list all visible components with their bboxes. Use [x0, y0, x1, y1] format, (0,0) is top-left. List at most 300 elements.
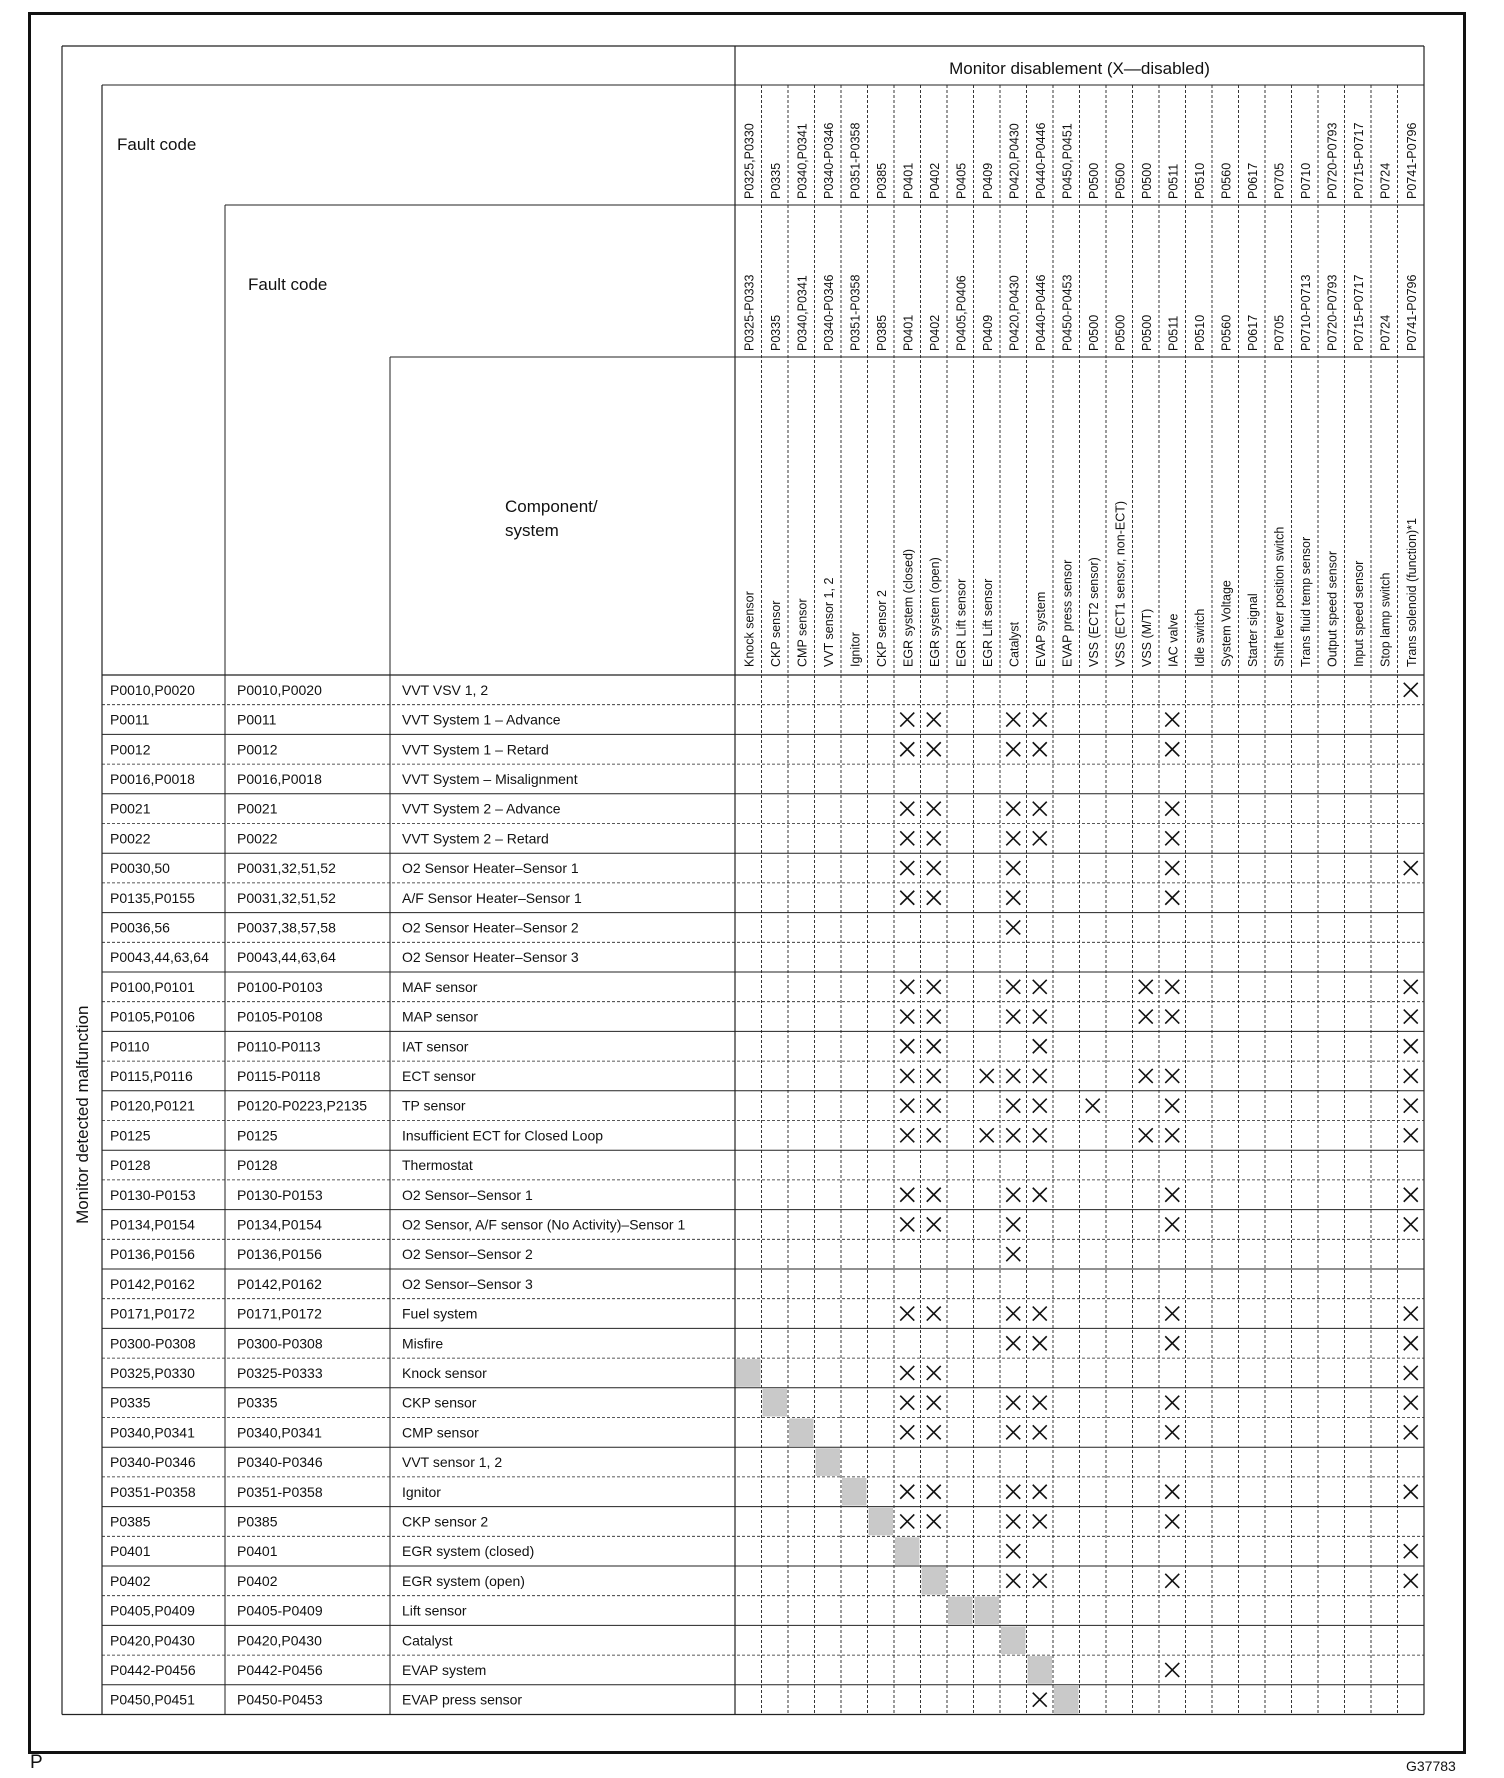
- disabled-x-mark: [1033, 831, 1047, 845]
- row-component: MAF sensor: [402, 978, 478, 995]
- disabled-x-mark: [1033, 1336, 1047, 1350]
- row-fault-code: P0351-P0358: [110, 1483, 196, 1500]
- disabled-x-mark: [927, 1069, 941, 1083]
- disabled-x-mark: [927, 1099, 941, 1113]
- disabled-x-mark: [1006, 1307, 1020, 1321]
- row-component: CMP sensor: [402, 1424, 479, 1441]
- column-code: P0450,P0451: [1060, 123, 1075, 199]
- row-fault-code: P0340,P0341: [110, 1424, 195, 1441]
- disabled-x-mark: [1165, 1010, 1179, 1024]
- row-fault-code: P0171,P0172: [110, 1305, 195, 1322]
- disabled-x-mark: [1165, 1663, 1179, 1677]
- disabled-x-mark: [1404, 1396, 1418, 1410]
- disabled-x-mark: [1165, 1307, 1179, 1321]
- row-sub-code: P0031,32,51,52: [237, 860, 336, 877]
- row-sub-code: P0385: [237, 1513, 278, 1530]
- disabled-x-mark: [927, 1307, 941, 1321]
- column-sub-code: P0440-P0446: [1033, 274, 1048, 351]
- column-component: VSS (ECT2 sensor): [1086, 557, 1101, 667]
- corner-letter: P: [30, 1752, 43, 1773]
- row-fault-code: P0120,P0121: [110, 1097, 195, 1114]
- disabled-x-mark: [927, 1514, 941, 1528]
- column-sub-code: P0510: [1192, 314, 1207, 351]
- shaded-cell: [869, 1508, 894, 1536]
- disabled-x-mark: [1165, 1514, 1179, 1528]
- shaded-cell: [948, 1597, 973, 1625]
- row-sub-code: P0134,P0154: [237, 1216, 322, 1233]
- column-sub-code: P0511: [1166, 315, 1181, 351]
- column-component: System Voltage: [1219, 580, 1234, 667]
- row-fault-code: P0325,P0330: [110, 1364, 195, 1381]
- row-component: O2 Sensor Heater–Sensor 1: [402, 860, 579, 877]
- disabled-x-mark: [1165, 802, 1179, 816]
- disabled-x-mark: [1404, 1099, 1418, 1113]
- disabled-x-mark: [1033, 980, 1047, 994]
- row-component: O2 Sensor, A/F sensor (No Activity)–Sensor 1: [402, 1216, 686, 1233]
- row-fault-code: P0136,P0156: [110, 1246, 195, 1263]
- row-fault-code: P0300-P0308: [110, 1335, 196, 1352]
- column-sub-code: P0560: [1219, 314, 1234, 351]
- column-sub-code: P0617: [1245, 314, 1260, 351]
- column-code: P0617: [1245, 162, 1260, 199]
- column-component: Ignitor: [848, 632, 863, 667]
- disabled-x-mark: [927, 891, 941, 905]
- column-component: Shift lever position switch: [1272, 526, 1287, 667]
- row-component: ECT sensor: [402, 1067, 476, 1084]
- disabled-x-mark: [1165, 861, 1179, 875]
- row-component: Lift sensor: [402, 1602, 467, 1619]
- disabled-x-mark: [900, 802, 914, 816]
- disabled-x-mark: [1006, 713, 1020, 727]
- row-component: VVT System 1 – Retard: [402, 741, 549, 758]
- disabled-x-mark: [1086, 1099, 1100, 1113]
- row-fault-code: P0030,50: [110, 860, 170, 877]
- disabled-x-mark: [1006, 1247, 1020, 1261]
- column-sub-code: P0705: [1272, 314, 1287, 351]
- disabled-x-mark: [1033, 1574, 1047, 1588]
- disabled-x-mark: [1165, 742, 1179, 756]
- column-sub-code: P0325-P0333: [742, 274, 757, 351]
- shaded-cell: [736, 1359, 761, 1387]
- column-component: Idle switch: [1192, 608, 1207, 667]
- column-sub-code: P0720-P0793: [1325, 274, 1340, 351]
- row-fault-code: P0335: [110, 1394, 151, 1411]
- row-sub-code: P0420,P0430: [237, 1632, 322, 1649]
- disabled-x-mark: [900, 831, 914, 845]
- column-code: P0340,P0341: [795, 123, 810, 199]
- row-component: VVT VSV 1, 2: [402, 681, 489, 698]
- row-component: Misfire: [402, 1335, 444, 1352]
- row-sub-code: P0043,44,63,64: [237, 949, 336, 966]
- disabled-x-mark: [927, 1128, 941, 1142]
- fault-code-header: Fault code: [117, 135, 197, 154]
- disabled-x-mark: [1006, 1128, 1020, 1142]
- disabled-x-mark: [980, 1128, 994, 1142]
- disabled-x-mark: [1033, 1188, 1047, 1202]
- disabled-x-mark: [900, 1396, 914, 1410]
- disabled-x-mark: [900, 861, 914, 875]
- row-sub-code: P0125: [237, 1127, 278, 1144]
- row-component: O2 Sensor–Sensor 3: [402, 1275, 533, 1292]
- disabled-x-mark: [927, 1188, 941, 1202]
- row-fault-code: P0128: [110, 1157, 151, 1174]
- row-sub-code: P0021: [237, 800, 278, 817]
- row-component: EGR system (closed): [402, 1543, 535, 1560]
- disabled-x-mark: [900, 1010, 914, 1024]
- disabled-x-mark: [927, 1039, 941, 1053]
- column-component: Output speed sensor: [1325, 550, 1340, 667]
- disabled-x-mark: [1165, 980, 1179, 994]
- row-component: CKP sensor 2: [402, 1513, 489, 1530]
- column-code: P0335: [768, 162, 783, 199]
- disabled-x-mark: [1033, 1693, 1047, 1707]
- row-component: Ignitor: [402, 1483, 441, 1500]
- column-sub-code: P0450-P0453: [1060, 274, 1075, 351]
- disabled-x-mark: [1165, 1188, 1179, 1202]
- disabled-x-mark: [927, 1366, 941, 1380]
- row-sub-code: P0011: [237, 711, 277, 728]
- row-fault-code: P0401: [110, 1543, 151, 1560]
- disabled-x-mark: [1006, 1425, 1020, 1439]
- column-sub-code: P0724: [1378, 314, 1393, 351]
- disabled-x-mark: [1404, 980, 1418, 994]
- disabled-x-mark: [900, 1069, 914, 1083]
- row-sub-code: P0300-P0308: [237, 1335, 323, 1352]
- disabled-x-mark: [980, 1069, 994, 1083]
- row-sub-code: P0120-P0223,P2135: [237, 1097, 367, 1114]
- disabled-x-mark: [1404, 1336, 1418, 1350]
- row-sub-code: P0110-P0113: [237, 1038, 321, 1055]
- column-sub-code: P0335: [768, 314, 783, 351]
- column-code: P0405: [954, 162, 969, 199]
- row-fault-code: P0105,P0106: [110, 1008, 195, 1025]
- row-sub-code: P0022: [237, 830, 278, 847]
- disabled-x-mark: [927, 1485, 941, 1499]
- column-code: P0325,P0330: [742, 123, 757, 199]
- disabled-x-mark: [1404, 1574, 1418, 1588]
- row-fault-code: P0021: [110, 800, 151, 817]
- row-fault-code: P0340-P0346: [110, 1454, 196, 1471]
- row-component: O2 Sensor–Sensor 1: [402, 1186, 533, 1203]
- column-code: P0724: [1378, 162, 1393, 199]
- disabled-x-mark: [1139, 1069, 1153, 1083]
- disabled-x-mark: [1006, 1188, 1020, 1202]
- row-component: VVT System – Misalignment: [402, 770, 578, 787]
- row-component: Insufficient ECT for Closed Loop: [402, 1127, 604, 1144]
- column-sub-code: P0385: [874, 314, 889, 351]
- row-component: A/F Sensor Heater–Sensor 1: [402, 889, 582, 906]
- disabled-x-mark: [1404, 683, 1418, 697]
- disabled-x-mark: [1404, 1128, 1418, 1142]
- disabled-x-mark: [1165, 1069, 1179, 1083]
- disabled-x-mark: [1006, 1544, 1020, 1558]
- row-component: VVT System 2 – Advance: [402, 800, 561, 817]
- disabled-x-mark: [1165, 713, 1179, 727]
- disabled-x-mark: [1006, 861, 1020, 875]
- shaded-cell: [763, 1389, 788, 1417]
- shaded-cell: [789, 1419, 814, 1447]
- disabled-x-mark: [1165, 1574, 1179, 1588]
- row-sub-code: P0450-P0453: [237, 1691, 323, 1708]
- row-fault-code: P0405,P0409: [110, 1602, 195, 1619]
- disabled-x-mark: [1404, 1307, 1418, 1321]
- disabled-x-mark: [1033, 1039, 1047, 1053]
- column-component: Stop lamp switch: [1378, 572, 1393, 667]
- row-sub-code: P0010,P0020: [237, 681, 322, 698]
- column-sub-code: P0500: [1139, 314, 1154, 351]
- row-component: O2 Sensor Heater–Sensor 2: [402, 919, 579, 936]
- disabled-x-mark: [900, 713, 914, 727]
- side-label: Monitor detected malfunction: [73, 1005, 92, 1224]
- disabled-x-mark: [1006, 1099, 1020, 1113]
- row-fault-code: P0115,P0116: [110, 1067, 193, 1084]
- row-sub-code: P0128: [237, 1157, 278, 1174]
- disabled-x-mark: [1404, 1039, 1418, 1053]
- disabled-x-mark: [1165, 1217, 1179, 1231]
- disabled-x-mark: [900, 1217, 914, 1231]
- row-fault-code: P0135,P0155: [110, 889, 195, 906]
- disabled-x-mark: [1006, 1069, 1020, 1083]
- row-sub-code: P0405-P0409: [237, 1602, 323, 1619]
- row-sub-code: P0340,P0341: [237, 1424, 322, 1441]
- row-component: Fuel system: [402, 1305, 478, 1322]
- column-code: P0500: [1139, 162, 1154, 199]
- shaded-cell: [1028, 1656, 1053, 1684]
- disabled-x-mark: [1006, 1514, 1020, 1528]
- disabled-x-mark: [1404, 1217, 1418, 1231]
- disabled-x-mark: [927, 831, 941, 845]
- row-component: Thermostat: [402, 1157, 473, 1174]
- row-sub-code: P0340-P0346: [237, 1454, 323, 1471]
- disabled-x-mark: [900, 891, 914, 905]
- component-system-header: Component/: [505, 497, 598, 516]
- disabled-x-mark: [1404, 1366, 1418, 1380]
- column-sub-code: P0409: [980, 314, 995, 351]
- row-component: IAT sensor: [402, 1038, 469, 1055]
- disabled-x-mark: [1165, 891, 1179, 905]
- row-fault-code: P0016,P0018: [110, 770, 195, 787]
- row-sub-code: P0401: [237, 1543, 278, 1560]
- row-sub-code: P0142,P0162: [237, 1275, 322, 1292]
- column-code: P0705: [1272, 162, 1287, 199]
- column-component: Trans solenoid (function)*1: [1404, 518, 1419, 667]
- shaded-cell: [1054, 1686, 1079, 1714]
- shaded-cell: [816, 1448, 841, 1476]
- row-fault-code: P0442-P0456: [110, 1661, 196, 1678]
- monitor-disablement-title: Monitor disablement (X—disabled): [949, 59, 1210, 78]
- row-component: O2 Sensor Heater–Sensor 3: [402, 949, 579, 966]
- column-sub-code: P0500: [1086, 314, 1101, 351]
- row-fault-code: P0011: [110, 711, 150, 728]
- disabled-x-mark: [1165, 1425, 1179, 1439]
- column-sub-code: P0402: [927, 314, 942, 351]
- disabled-x-mark: [1404, 1425, 1418, 1439]
- shaded-cell: [895, 1537, 920, 1565]
- disabled-x-mark: [1006, 980, 1020, 994]
- column-code: P0340-P0346: [821, 122, 836, 199]
- disabled-x-mark: [927, 1010, 941, 1024]
- component-system-header-line2: system: [505, 521, 559, 540]
- disabled-x-mark: [1033, 1396, 1047, 1410]
- column-component: EGR system (open): [927, 557, 942, 667]
- row-component: O2 Sensor–Sensor 2: [402, 1246, 533, 1263]
- row-sub-code: P0037,38,57,58: [237, 919, 336, 936]
- column-component: IAC valve: [1166, 613, 1181, 667]
- disabled-x-mark: [927, 742, 941, 756]
- row-fault-code: P0100,P0101: [110, 978, 195, 995]
- disabled-x-mark: [1006, 1396, 1020, 1410]
- disabled-x-mark: [900, 980, 914, 994]
- row-sub-code: P0325-P0333: [237, 1364, 323, 1381]
- disabled-x-mark: [900, 1039, 914, 1053]
- column-code: P0715-P0717: [1351, 122, 1366, 199]
- disabled-x-mark: [1165, 1396, 1179, 1410]
- disabled-x-mark: [1033, 713, 1047, 727]
- disabled-x-mark: [1165, 1128, 1179, 1142]
- disabled-x-mark: [900, 742, 914, 756]
- disabled-x-mark: [1006, 1574, 1020, 1588]
- row-sub-code: P0130-P0153: [237, 1186, 323, 1203]
- row-component: MAP sensor: [402, 1008, 478, 1025]
- disabled-x-mark: [900, 1514, 914, 1528]
- disabled-x-mark: [1139, 1128, 1153, 1142]
- row-fault-code: P0043,44,63,64: [110, 949, 209, 966]
- disabled-x-mark: [1404, 1544, 1418, 1558]
- row-component: VVT System 2 – Retard: [402, 830, 549, 847]
- row-fault-code: P0402: [110, 1572, 151, 1589]
- disabled-x-mark: [1165, 1485, 1179, 1499]
- disabled-x-mark: [927, 980, 941, 994]
- disabled-x-mark: [900, 1128, 914, 1142]
- row-fault-code: P0110: [110, 1038, 150, 1055]
- row-sub-code: P0402: [237, 1572, 278, 1589]
- column-code: P0560: [1219, 162, 1234, 199]
- disabled-x-mark: [1033, 1099, 1047, 1113]
- disabled-x-mark: [1165, 831, 1179, 845]
- row-fault-code: P0022: [110, 830, 151, 847]
- row-component: EGR system (open): [402, 1572, 525, 1589]
- column-component: CKP sensor 2: [874, 590, 889, 667]
- disabled-x-mark: [927, 713, 941, 727]
- column-code: P0440-P0446: [1033, 122, 1048, 199]
- row-fault-code: P0420,P0430: [110, 1632, 195, 1649]
- column-code: P0351-P0358: [848, 122, 863, 199]
- column-component: Catalyst: [1007, 621, 1022, 667]
- column-component: EGR system (closed): [901, 548, 916, 667]
- disabled-x-mark: [1033, 1010, 1047, 1024]
- disabled-x-mark: [1033, 1485, 1047, 1499]
- row-sub-code: P0115-P0118: [237, 1067, 321, 1084]
- disabled-x-mark: [1006, 1485, 1020, 1499]
- column-component: EVAP system: [1033, 591, 1048, 667]
- disabled-x-mark: [1139, 1010, 1153, 1024]
- disabled-x-mark: [900, 1099, 914, 1113]
- column-sub-code: P0715-P0717: [1351, 274, 1366, 351]
- column-sub-code: P0401: [901, 314, 916, 351]
- row-sub-code: P0335: [237, 1394, 278, 1411]
- disabled-x-mark: [1033, 742, 1047, 756]
- column-code: P0710: [1298, 162, 1313, 199]
- column-sub-code: P0710-P0713: [1298, 274, 1313, 351]
- disabled-x-mark: [1165, 1336, 1179, 1350]
- column-component: EGR Lift sensor: [980, 578, 995, 667]
- column-component: VSS (M/T): [1139, 608, 1154, 667]
- row-component: EVAP system: [402, 1661, 487, 1678]
- disabled-x-mark: [900, 1188, 914, 1202]
- disabled-x-mark: [1006, 831, 1020, 845]
- row-fault-code: P0142,P0162: [110, 1275, 195, 1292]
- row-fault-code: P0450,P0451: [110, 1691, 195, 1708]
- disabled-x-mark: [1006, 920, 1020, 934]
- column-code: P0511: [1166, 163, 1181, 199]
- disabled-x-mark: [900, 1366, 914, 1380]
- column-code: P0510: [1192, 162, 1207, 199]
- column-sub-code: P0420,P0430: [1007, 275, 1022, 351]
- row-sub-code: P0351-P0358: [237, 1483, 323, 1500]
- disabled-x-mark: [1006, 802, 1020, 816]
- shaded-cell: [842, 1478, 867, 1506]
- column-code: P0385: [874, 162, 889, 199]
- column-code: P0409: [980, 162, 995, 199]
- row-fault-code: P0134,P0154: [110, 1216, 195, 1233]
- row-component: Knock sensor: [402, 1364, 487, 1381]
- disabled-x-mark: [927, 802, 941, 816]
- column-sub-code: P0340-P0346: [821, 274, 836, 351]
- disabled-x-mark: [1033, 1514, 1047, 1528]
- column-code: P0500: [1113, 162, 1128, 199]
- disabled-x-mark: [1033, 1425, 1047, 1439]
- disabled-x-mark: [1033, 1307, 1047, 1321]
- row-fault-code: P0130-P0153: [110, 1186, 196, 1203]
- row-fault-code: P0036,56: [110, 919, 170, 936]
- disabled-x-mark: [927, 1217, 941, 1231]
- disabled-x-mark: [900, 1307, 914, 1321]
- row-sub-code: P0105-P0108: [237, 1008, 323, 1025]
- column-sub-code: P0351-P0358: [848, 274, 863, 351]
- disabled-x-mark: [1033, 1069, 1047, 1083]
- column-code: P0720-P0793: [1325, 122, 1340, 199]
- column-component: CKP sensor: [768, 600, 783, 667]
- row-sub-code: P0171,P0172: [237, 1305, 322, 1322]
- column-code: P0500: [1086, 162, 1101, 199]
- shaded-cell: [922, 1567, 947, 1595]
- column-component: Input speed sensor: [1351, 560, 1366, 667]
- disabled-x-mark: [1165, 1099, 1179, 1113]
- row-sub-code: P0442-P0456: [237, 1661, 323, 1678]
- disabled-x-mark: [927, 1425, 941, 1439]
- row-fault-code: P0010,P0020: [110, 681, 195, 698]
- shaded-cell: [1001, 1626, 1026, 1654]
- disabled-x-mark: [1006, 1336, 1020, 1350]
- row-sub-code: P0136,P0156: [237, 1246, 322, 1263]
- disabled-x-mark: [1404, 1485, 1418, 1499]
- column-code: P0401: [901, 162, 916, 199]
- disabled-x-mark: [1404, 1010, 1418, 1024]
- row-sub-code: P0016,P0018: [237, 770, 322, 787]
- row-component: TP sensor: [402, 1097, 466, 1114]
- disabled-x-mark: [900, 1485, 914, 1499]
- disabled-x-mark: [1139, 980, 1153, 994]
- row-sub-code: P0100-P0103: [237, 978, 323, 995]
- column-component: VVT sensor 1, 2: [821, 577, 836, 667]
- disabled-x-mark: [1404, 861, 1418, 875]
- disabled-x-mark: [900, 1425, 914, 1439]
- figure-id: G37783: [1406, 1758, 1456, 1774]
- column-component: VSS (ECT1 sensor, non-ECT): [1113, 500, 1128, 667]
- column-code: P0420,P0430: [1007, 123, 1022, 199]
- column-component: CMP sensor: [795, 598, 810, 667]
- shaded-cell: [975, 1597, 1000, 1625]
